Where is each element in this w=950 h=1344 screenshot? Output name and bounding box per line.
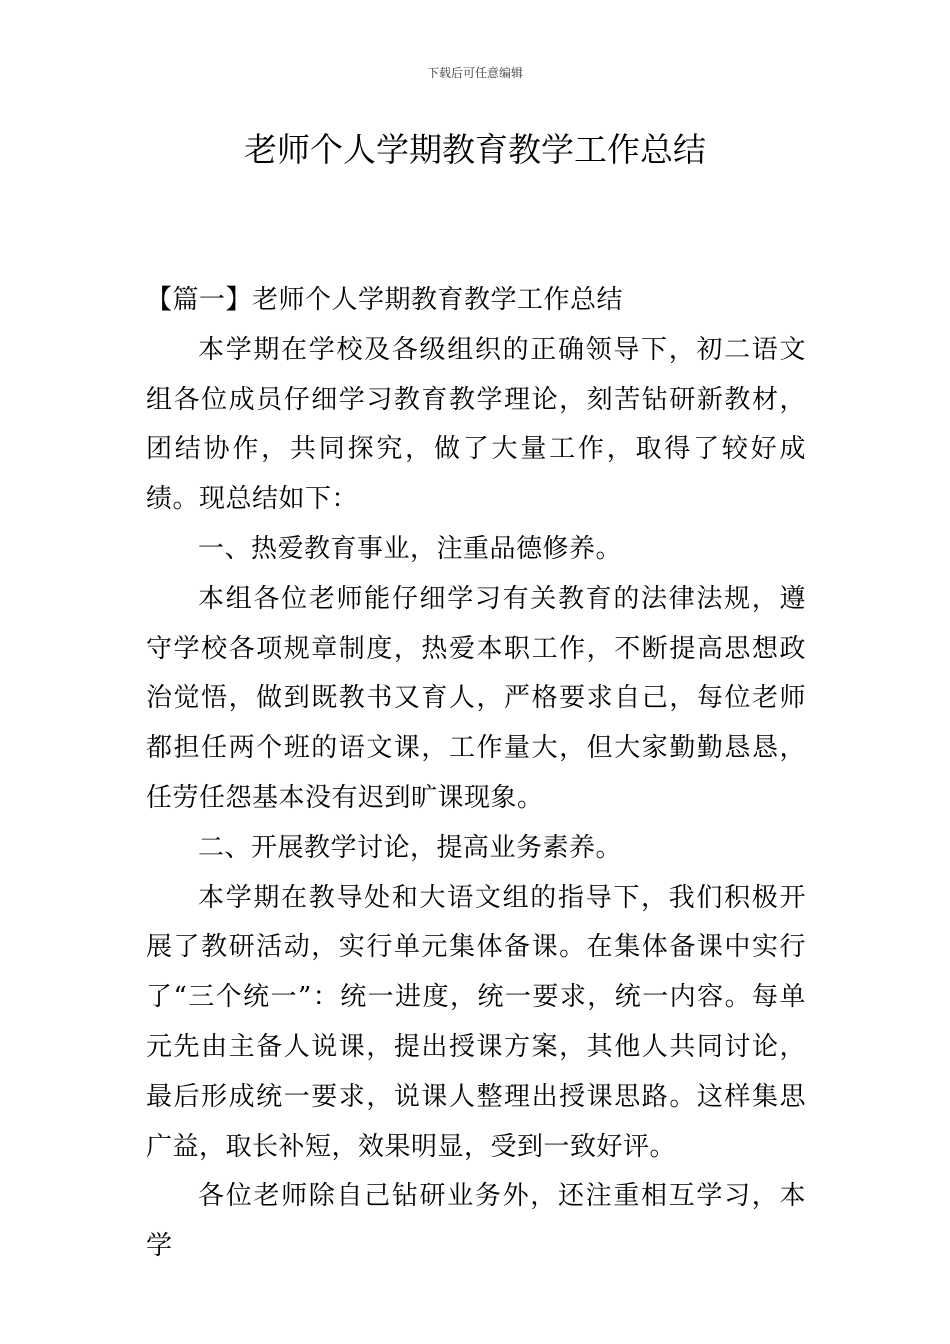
header-note: 下载后可任意编辑 (426, 66, 523, 80)
document-body (146, 276, 806, 1272)
paragraph: 各位老师除自己钻研业务外，还注重相互学习，本学 (146, 1181, 806, 1262)
paragraph: 本组各位老师能仔细学习有关教育的法律法规，遵守学校各项规章制度，热爱本职工作，不断提高思想政治觉悟，做到既教书又育人，严格要求自己，每位老师都担任两个班的语文课，工作量大，但大家勤勤恳恳，任劳任怨基本没有迟到旷课现象。 (146, 583, 806, 813)
document-title: 老师个人学期教育教学工作总结 (244, 130, 706, 169)
section-heading: 【篇一】老师个人学期教育教学工作总结 (146, 285, 624, 315)
subheading: 一、热爱教育事业，注重品德修养。 (198, 533, 623, 564)
paragraph: 本学期在教导处和大语文组的指导下，我们积极开展了教研活动，实行单元集体备课。在集体备课中实行了“三个统一”：统一进度，统一要求，统一内容。每单元先由主备人说课，提出授课方案，其他人共同讨论，最后形成统一要求，说课人整理出授课思路。这样集思广益，取长补短，效果明显，受到一致好评。 (146, 882, 806, 1162)
subheading: 二、开展教学讨论，提高业务素养。 (198, 832, 623, 863)
paragraph: 本学期在学校及各级组织的正确领导下，初二语文组各位成员仔细学习教育教学理论，刻苦钻研新教材，团结协作，共同探究，做了大量工作，取得了较好成绩。现总结如下： (146, 334, 806, 515)
